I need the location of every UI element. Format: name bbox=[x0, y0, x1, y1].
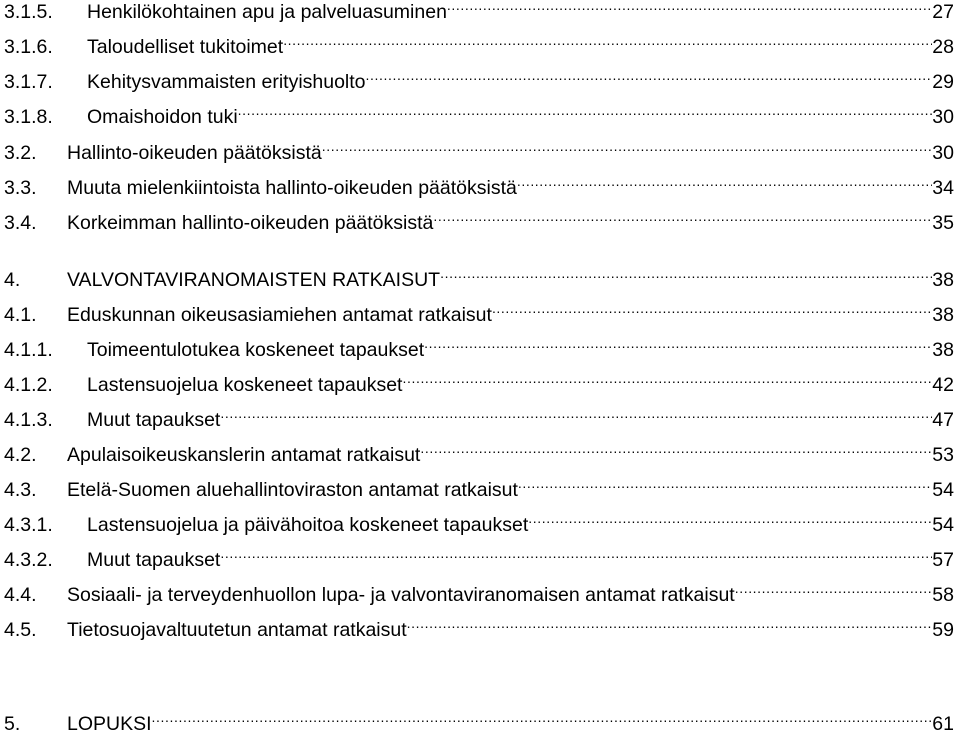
toc-entry-number: 4. bbox=[4, 269, 21, 291]
toc-entry-title: Toimeentulotukea koskeneet tapaukset bbox=[87, 339, 425, 361]
toc-entry-page: 57 bbox=[932, 549, 954, 571]
dot-leader bbox=[407, 617, 933, 637]
toc-entry-title: LOPUKSI bbox=[67, 713, 152, 735]
dot-leader bbox=[283, 34, 932, 54]
toc-entry-page: 58 bbox=[932, 584, 954, 606]
dot-leader bbox=[424, 337, 932, 357]
toc-entry-title: Korkeimman hallinto-oikeuden päätöksistä bbox=[67, 212, 434, 234]
toc-entry-title: Muut tapaukset bbox=[87, 409, 221, 431]
dot-leader bbox=[518, 477, 932, 497]
toc-entry-3-1-8[interactable] bbox=[4, 102, 954, 132]
toc-entry-3-1-5[interactable] bbox=[4, 0, 954, 27]
toc-entry-title: Etelä-Suomen aluehallintoviraston antamat ratkaisut bbox=[67, 479, 518, 501]
toc-entry-page: 35 bbox=[932, 212, 954, 234]
toc-entry-page: 42 bbox=[932, 374, 954, 396]
toc-entry-3-2[interactable] bbox=[4, 138, 954, 168]
toc-entry-number: 4.3.2. bbox=[4, 549, 53, 571]
toc-entry-number: 4.1.1. bbox=[4, 339, 53, 361]
toc-entry-page: 38 bbox=[932, 339, 954, 361]
toc-entry-number: 4.3.1. bbox=[4, 514, 53, 536]
dot-leader bbox=[402, 372, 932, 392]
toc-entry-title: Lastensuojelua ja päivähoitoa koskeneet tapaukset bbox=[87, 514, 529, 536]
toc-entry-number: 4.1.3. bbox=[4, 409, 53, 431]
toc-entry-3-1-7[interactable] bbox=[4, 67, 954, 97]
toc-entry-title: Muuta mielenkiintoista hallinto-oikeuden päätöksistä bbox=[67, 177, 517, 199]
dot-leader bbox=[447, 0, 932, 18]
toc-entry-title: Apulaisoikeuskanslerin antamat ratkaisut bbox=[67, 444, 421, 466]
toc-entry-page: 34 bbox=[932, 177, 954, 199]
toc-entry-4-2[interactable] bbox=[4, 440, 954, 470]
toc-entry-number: 4.1. bbox=[4, 304, 37, 326]
toc-entry-title: Taloudelliset tukitoimet bbox=[87, 36, 284, 58]
toc-entry-number: 3.1.8. bbox=[4, 106, 53, 128]
toc-entry-4-1[interactable] bbox=[4, 300, 954, 330]
toc-entry-title: VALVONTAVIRANOMAISTEN RATKAISUT bbox=[67, 269, 441, 291]
toc-entry-4-4[interactable] bbox=[4, 580, 954, 610]
toc-entry-4-3[interactable] bbox=[4, 475, 954, 505]
toc-entry-page: 54 bbox=[932, 479, 954, 501]
toc-entry-number: 4.5. bbox=[4, 619, 37, 641]
toc-entry-page: 59 bbox=[932, 619, 954, 641]
dot-leader bbox=[238, 104, 933, 124]
toc-entry-number: 4.3. bbox=[4, 479, 37, 501]
toc-entry-page: 38 bbox=[932, 269, 954, 291]
dot-leader bbox=[220, 407, 932, 427]
toc-entry-title: Muut tapaukset bbox=[87, 549, 221, 571]
toc-entry-3-1-6[interactable] bbox=[4, 32, 954, 62]
dot-leader bbox=[735, 582, 933, 602]
toc-entry-title: Hallinto-oikeuden päätöksistä bbox=[67, 142, 322, 164]
dot-leader bbox=[440, 267, 932, 287]
toc-entry-title: Lastensuojelua koskeneet tapaukset bbox=[87, 374, 403, 396]
toc-entry-page: 29 bbox=[932, 71, 954, 93]
toc-entry-page: 53 bbox=[932, 444, 954, 466]
toc-entry-4-1-1[interactable] bbox=[4, 335, 954, 365]
toc-entry-number: 4.4. bbox=[4, 584, 37, 606]
toc-entry-page: 61 bbox=[932, 713, 954, 735]
toc-entry-number: 4.1.2. bbox=[4, 374, 53, 396]
toc-entry-4-1-2[interactable] bbox=[4, 370, 954, 400]
toc-entry-4-5[interactable] bbox=[4, 615, 954, 645]
dot-leader bbox=[420, 442, 932, 462]
dot-leader bbox=[152, 711, 933, 731]
dot-leader bbox=[322, 140, 933, 160]
toc-entry-page: 54 bbox=[932, 514, 954, 536]
toc-entry-number: 5. bbox=[4, 713, 21, 735]
toc-entry-page: 38 bbox=[932, 304, 954, 326]
toc-entry-title: Sosiaali- ja terveydenhuollon lupa- ja valvontaviranomaisen antamat ratkaisut bbox=[67, 584, 735, 606]
toc-entry-page: 30 bbox=[932, 142, 954, 164]
toc-entry-title: Omaishoidon tuki bbox=[87, 106, 238, 128]
toc-entry-number: 3.1.6. bbox=[4, 36, 53, 58]
toc-entry-number: 3.3. bbox=[4, 177, 37, 199]
toc-entry-4-1-3[interactable] bbox=[4, 405, 954, 435]
toc-entry-page: 47 bbox=[932, 409, 954, 431]
toc-entry-number: 3.2. bbox=[4, 142, 37, 164]
toc-entry-5[interactable] bbox=[4, 709, 954, 739]
dot-leader bbox=[492, 302, 932, 322]
toc-entry-title: Eduskunnan oikeusasiamiehen antamat ratkaisut bbox=[67, 304, 492, 326]
toc-entry-3-3[interactable] bbox=[4, 173, 954, 203]
toc-entry-4-3-1[interactable] bbox=[4, 510, 954, 540]
toc-entry-number: 4.2. bbox=[4, 444, 37, 466]
dot-leader bbox=[528, 512, 932, 532]
dot-leader bbox=[517, 175, 932, 195]
toc-entry-number: 3.1.7. bbox=[4, 71, 53, 93]
dot-leader bbox=[433, 210, 932, 230]
toc-entry-title: Tietosuojavaltuutetun antamat ratkaisut bbox=[67, 619, 407, 641]
toc-entry-title: Henkilökohtainen apu ja palveluasuminen bbox=[87, 1, 447, 23]
toc-entry-title: Kehitysvammaisten erityishuolto bbox=[87, 71, 366, 93]
toc-entry-number: 3.1.5. bbox=[4, 1, 53, 23]
toc-entry-page: 30 bbox=[932, 106, 954, 128]
toc-entry-page: 28 bbox=[932, 36, 954, 58]
toc-entry-3-4[interactable] bbox=[4, 208, 954, 238]
dot-leader bbox=[220, 547, 932, 567]
toc-entry-page: 27 bbox=[932, 1, 954, 23]
dot-leader bbox=[366, 69, 933, 89]
toc-entry-4[interactable] bbox=[4, 265, 954, 295]
toc-entry-number: 3.4. bbox=[4, 212, 37, 234]
toc-entry-4-3-2[interactable] bbox=[4, 545, 954, 575]
